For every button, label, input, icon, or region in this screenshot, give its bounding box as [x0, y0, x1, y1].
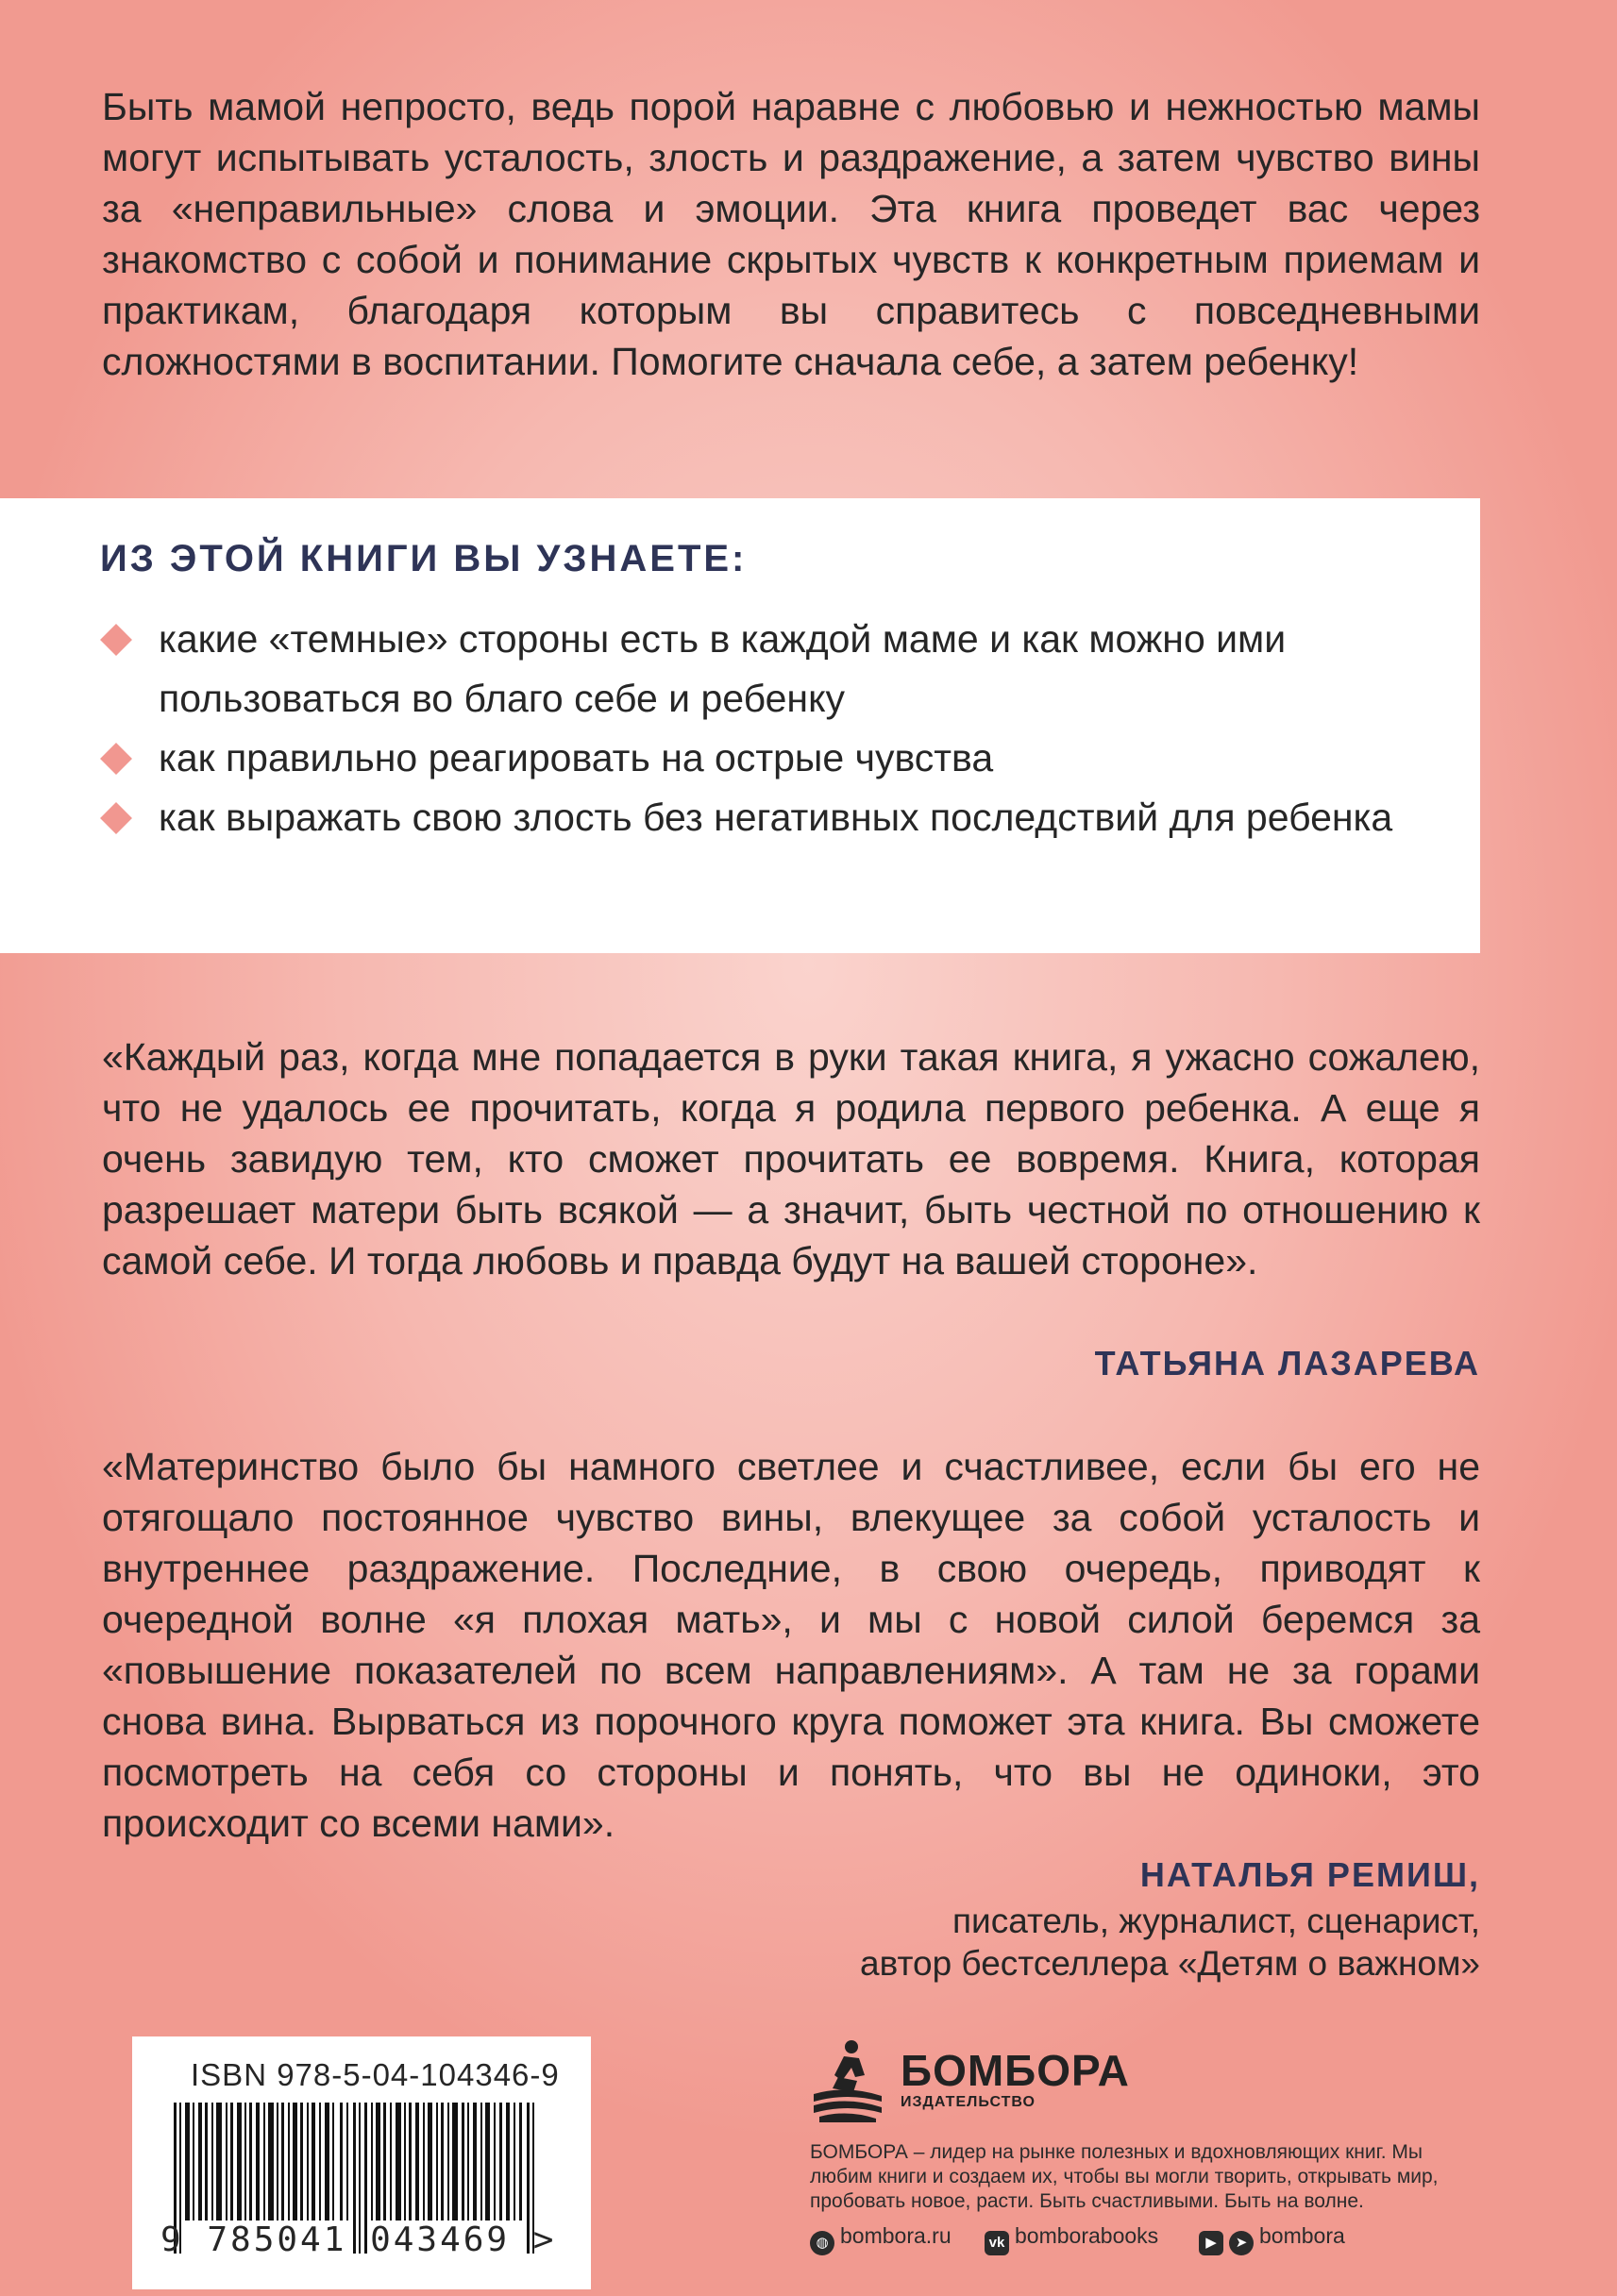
diamond-bullet-icon	[100, 624, 132, 656]
social-label: bomborabooks	[1015, 2223, 1159, 2248]
vk-icon: vk	[985, 2231, 1009, 2255]
quote-lazareva: «Каждый раз, когда мне попадается в руки такая книга, я ужасно сожалею, что не удалось ее прочитать, когда я родила первого ребенка. А еще я очень завидую тем, кто сможет прочитать ее вовремя. Книга, которая разрешает матери быть всякой — а значит, быть честной по отношению к самой себе. И тогда любовь и правда будут на вашей стороне».	[102, 1035, 1480, 1282]
social-links	[810, 2220, 1490, 2252]
learn-panel	[0, 498, 1480, 953]
publisher-description: БОМБОРА – лидер на рынке полезных и вдохновляющих книг. Мы любим книги и создаем их, чтобы вы могли творить, открывать мир, пробовать новое, расти. Быть счастливыми. Быть на волне.	[810, 2141, 1439, 2212]
isbn-barcode	[132, 2036, 591, 2289]
telegram-icon: ➤	[1229, 2231, 1254, 2255]
learn-list	[102, 610, 1423, 847]
diamond-bullet-icon	[100, 802, 132, 834]
globe-icon: ◍	[810, 2231, 834, 2255]
list-item	[102, 610, 1423, 729]
quote-remish: «Материнство было бы намного светлее и счастливее, если бы его не отягощало постоянное чувство вины, влекущее за собой усталость и внутреннее раздражение. Последние, в свою очередь, приводят к очередной волне «я плохая мать», и мы с новой силой беремся за «повышение показателей по всем направлениям». А там не за горами снова вина. Вырваться из порочного круга поможет эта книга. Вы сможете посмотреть на себя со стороны и понять, что вы не одиноки, это происходит со всеми нами».	[102, 1445, 1480, 1845]
list-item-text: как выражать свою злость без негативных последствий для ребенка	[159, 796, 1393, 839]
publisher-name: БОМБОРА	[901, 2046, 1130, 2095]
bombora-logo	[810, 2037, 1130, 2122]
barcode-digits: 9 785041 043469 >	[160, 2221, 557, 2259]
social-label: bombora	[1259, 2223, 1345, 2248]
vk-link[interactable]	[985, 2220, 1158, 2255]
list-item	[102, 729, 1423, 788]
website-link[interactable]	[810, 2220, 952, 2255]
list-item-text: как правильно реагировать на острые чувства	[159, 736, 994, 779]
learn-heading: ИЗ ЭТОЙ КНИГИ ВЫ УЗНАЕТЕ:	[100, 538, 748, 579]
author-role-line: автор бестселлера «Детям о важном»	[860, 1944, 1480, 1983]
diamond-bullet-icon	[100, 743, 132, 775]
youtube-telegram-link[interactable]	[1199, 2220, 1345, 2255]
list-item-text: какие «темные» стороны есть в каждой маме и как можно ими пользоваться во благо себе и ребенку	[159, 617, 1287, 720]
quote-author-lazareva: ТАТЬЯНА ЛАЗАРЕВА	[1094, 1344, 1480, 1383]
isbn-number: ISBN 978-5-04-104346-9	[191, 2057, 560, 2092]
social-label: bombora.ru	[840, 2223, 952, 2248]
intro-paragraph: Быть мамой непросто, ведь порой наравне с любовью и нежностью мамы могут испытывать усталость, злость и раздражение, а затем чувство вины за «неправильные» слова и эмоции. Эта книга проведет вас через знакомство с собой и понимание скрытых чувств к конкретным приемам и практикам, благодаря которым вы справитесь с повседневными сложностями в воспитании. Помогите сначала себе, а затем ребенку!	[102, 85, 1480, 383]
author-role-line: писатель, журналист, сценарист,	[952, 1902, 1480, 1940]
publisher-subtitle: ИЗДАТЕЛЬСТВО	[901, 2094, 1036, 2110]
youtube-icon: ▶	[1199, 2231, 1223, 2255]
quote-author-remish: НАТАЛЬЯ РЕМИШ,	[1139, 1855, 1480, 1894]
surfer-logo-icon	[810, 2037, 885, 2122]
list-item	[102, 788, 1423, 847]
